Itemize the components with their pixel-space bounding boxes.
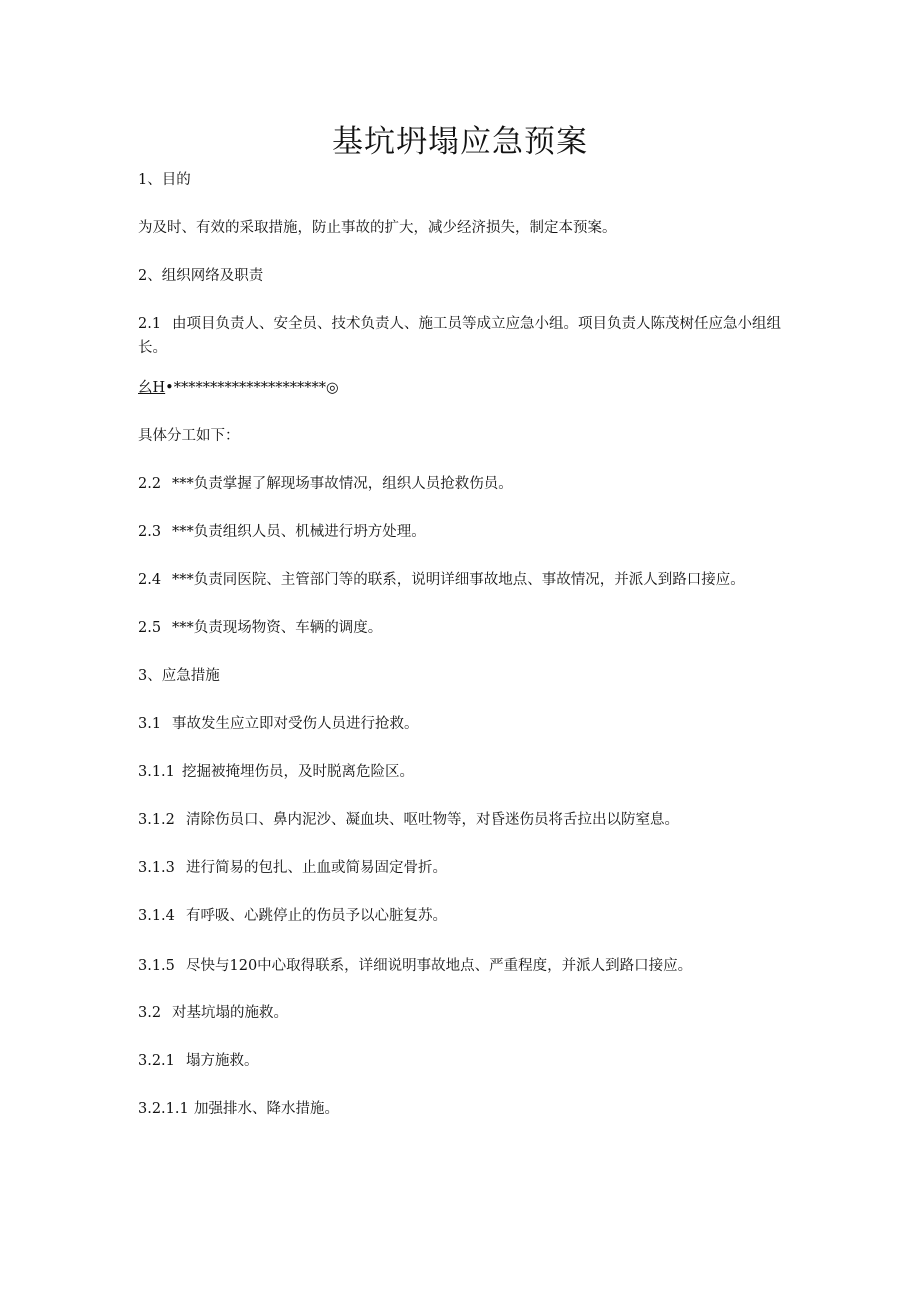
- clause-number: 3.1.3: [138, 860, 175, 876]
- clause-text: 清除伤员口、鼻内泥沙、凝血块、呕吐物等，对昏迷伤员将舌拉出以防窒息。: [186, 812, 679, 828]
- paragraph-text: 为及时、有效的采取措施，防止事故的扩大，减少经济损失，制定本预案。: [138, 220, 617, 236]
- clause-number: 3.2: [138, 1005, 162, 1021]
- section-heading-purpose: [138, 168, 798, 192]
- clause-text: 对基坑塌的施救。: [172, 1005, 288, 1021]
- paragraph-3-1-4: [138, 904, 798, 928]
- clause-number: 2.2: [138, 476, 162, 492]
- garbled-underlined-text: 幺H: [138, 380, 166, 396]
- paragraph-3-2-1: [138, 1049, 798, 1073]
- paragraph-purpose: [138, 216, 798, 240]
- clause-text: ***负责同医院、主管部门等的联系，说明详细事故地点、事故情况，并派人到路口接应。: [172, 572, 745, 588]
- clause-text: 塌方施救。: [186, 1053, 259, 1069]
- clause-number: 2.3: [138, 524, 162, 540]
- clause-number: 2.4: [138, 572, 162, 588]
- paragraph-2-5: [138, 616, 798, 640]
- clause-number: 3.2.1.1: [138, 1101, 189, 1117]
- paragraph-3-1-1: [138, 760, 798, 784]
- paragraph-2-4: [138, 568, 798, 592]
- paragraph-3-1-3: [138, 856, 798, 880]
- clause-number: 3.1.2: [138, 812, 175, 828]
- division-intro: [138, 424, 798, 448]
- clause-number: 3.2.1: [138, 1053, 175, 1069]
- garbled-line: [138, 376, 798, 400]
- section-heading-text: 3、应急措施: [138, 668, 220, 684]
- clause-text: ***负责组织人员、机械进行坍方处理。: [172, 524, 426, 540]
- clause-number: 3.1: [138, 716, 162, 732]
- clause-text: 事故发生应立即对受伤人员进行抢救。: [172, 716, 419, 732]
- clause-number: 2.1: [138, 316, 162, 332]
- section-heading-text: 2、组织网络及职责: [138, 268, 264, 284]
- paragraph-3-2-1-1: [138, 1097, 798, 1121]
- clause-text: 由项目负责人、安全员、技术负责人、施工员等成立应急小组。项目负责人陈茂树任应急小组组长。: [138, 316, 781, 356]
- paragraph-3-1-2: [138, 808, 798, 832]
- page-title: 基坑坍塌应急预案: [332, 124, 588, 160]
- paragraph-text: 具体分工如下：: [138, 428, 240, 444]
- paragraph-2-3: [138, 520, 798, 544]
- clause-number: 2.5: [138, 620, 162, 636]
- paragraph-2-2: [138, 472, 798, 496]
- paragraph-3-1-5: [138, 954, 798, 978]
- clause-text: 有呼吸、心跳停止的伤员予以心脏复苏。: [186, 908, 447, 924]
- clause-number: 3.1.4: [138, 908, 175, 924]
- paragraph-3-2: [138, 1001, 798, 1025]
- paragraph-3-1: [138, 712, 798, 736]
- paragraph-2-1: [138, 312, 798, 360]
- clause-text: 挖掘被掩埋伤员，及时脱离危险区。: [182, 764, 414, 780]
- clause-text: ***负责掌握了解现场事故情况，组织人员抢救伤员。: [172, 476, 513, 492]
- clause-text: ***负责现场物资、车辆的调度。: [172, 620, 383, 636]
- section-heading-text: 1、目的: [138, 172, 191, 188]
- garbled-text: •*********************◎: [165, 380, 339, 396]
- section-heading-measures: [138, 664, 798, 688]
- clause-text: 尽快与120中心取得联系，详细说明事故地点、严重程度，并派人到路口接应。: [186, 958, 693, 974]
- clause-text: 加强排水、降水措施。: [194, 1101, 339, 1117]
- clause-number: 3.1.1: [138, 764, 175, 780]
- clause-text: 进行简易的包扎、止血或简易固定骨折。: [186, 860, 447, 876]
- section-heading-organization: [138, 264, 798, 288]
- clause-number: 3.1.5: [138, 958, 175, 974]
